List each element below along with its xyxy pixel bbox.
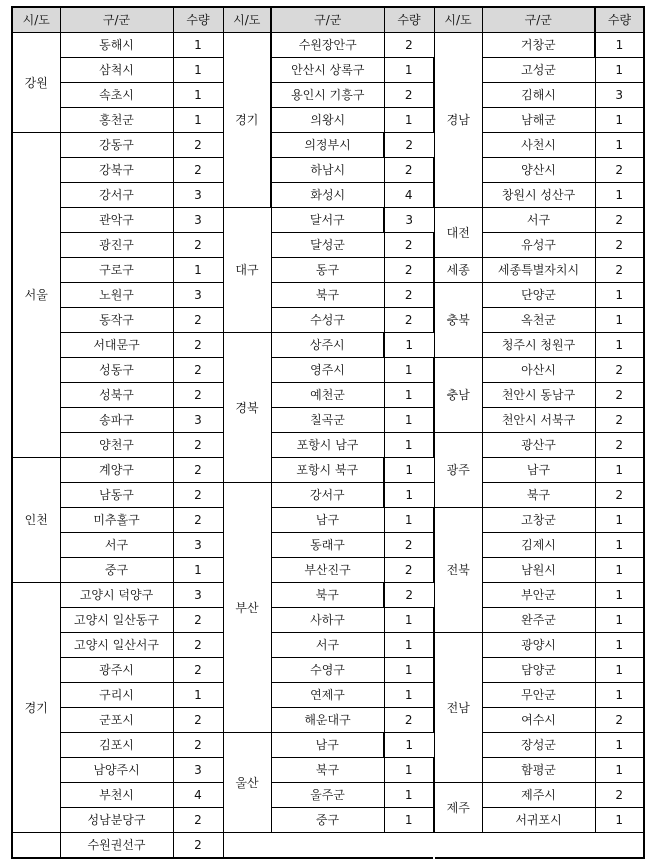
table-row: [12, 183, 644, 208]
gugun-cell: 북구: [271, 758, 384, 783]
qty-cell: 2: [595, 383, 644, 408]
qty-cell: 2: [173, 358, 223, 383]
gugun-cell: 성남분당구: [60, 808, 173, 833]
qty-cell: 2: [595, 358, 644, 383]
qty-cell: 1: [173, 108, 223, 133]
qty-cell: 2: [173, 433, 223, 458]
gugun-cell: 유성구: [482, 233, 595, 258]
gugun-cell: 칠곡군: [271, 408, 384, 433]
qty-cell: 1: [595, 758, 644, 783]
header-row: [12, 7, 644, 33]
table-row: [12, 208, 644, 233]
gugun-cell: 수영구: [271, 658, 384, 683]
gugun-cell: 관악구: [60, 208, 173, 233]
sido-cell: 경기: [12, 583, 60, 833]
qty-cell: 2: [173, 508, 223, 533]
gugun-cell: 제주시: [482, 783, 595, 808]
table-row: [12, 833, 644, 859]
gugun-cell: 동해시: [60, 33, 173, 58]
table-body: [12, 33, 644, 859]
gugun-cell: 남원시: [482, 558, 595, 583]
qty-cell: 3: [173, 283, 223, 308]
sido-cell: 경남: [434, 33, 482, 208]
gugun-cell: 북구: [271, 583, 384, 608]
header-gugun: 구/군: [271, 7, 384, 33]
qty-cell: 2: [595, 158, 644, 183]
qty-cell: 2: [173, 708, 223, 733]
sido-cell: 제주: [434, 783, 482, 833]
table-row: [12, 158, 644, 183]
gugun-cell: 서귀포시: [482, 808, 595, 833]
sido-cell: 서울: [12, 133, 60, 458]
qty-cell: 1: [173, 258, 223, 283]
qty-cell: 2: [384, 558, 434, 583]
gugun-cell: 삼척시: [60, 58, 173, 83]
gugun-cell: 수성구: [271, 308, 384, 333]
gugun-cell: 부안군: [482, 583, 595, 608]
qty-cell: 1: [384, 433, 434, 458]
sido-cell: 광주: [434, 433, 482, 508]
qty-cell: 3: [173, 758, 223, 783]
gugun-cell: 동래구: [271, 533, 384, 558]
table-row: [12, 258, 644, 283]
gugun-cell: 성북구: [60, 383, 173, 408]
gugun-cell: 광양시: [482, 633, 595, 658]
gugun-cell: 김포시: [60, 733, 173, 758]
gugun-cell: 무안군: [482, 683, 595, 708]
qty-cell: 2: [173, 158, 223, 183]
qty-cell: 2: [595, 208, 644, 233]
qty-cell: 2: [173, 808, 223, 833]
gugun-cell: 창원시 성산구: [482, 183, 595, 208]
gugun-cell: 부산진구: [271, 558, 384, 583]
sido-cell: 충북: [434, 283, 482, 358]
qty-cell: 1: [595, 333, 644, 358]
qty-cell: 2: [384, 233, 434, 258]
gugun-cell: 양산시: [482, 158, 595, 183]
gugun-cell: 함평군: [482, 758, 595, 783]
gugun-cell: 남동구: [60, 483, 173, 508]
gugun-cell: 화성시: [271, 183, 384, 208]
qty-cell: 2: [595, 708, 644, 733]
sido-cell: 경북: [223, 333, 271, 483]
gugun-cell: 달서구: [271, 208, 384, 233]
qty-cell: 1: [173, 58, 223, 83]
qty-cell: 1: [595, 533, 644, 558]
gugun-cell: 단양군: [482, 283, 595, 308]
gugun-cell: 중구: [60, 558, 173, 583]
sido-cell: 인천: [12, 458, 60, 583]
qty-cell: 2: [173, 658, 223, 683]
gugun-cell: 부천시: [60, 783, 173, 808]
table-row: [12, 308, 644, 333]
gugun-cell: 강서구: [271, 483, 384, 508]
qty-cell: 2: [384, 533, 434, 558]
gugun-cell: 사하구: [271, 608, 384, 633]
qty-cell: 1: [595, 583, 644, 608]
gugun-cell: 사천시: [482, 133, 595, 158]
qty-cell: 1: [595, 108, 644, 133]
gugun-cell: 군포시: [60, 708, 173, 733]
qty-cell: 2: [173, 833, 223, 859]
qty-cell: 1: [384, 358, 434, 383]
gugun-cell: 울주군: [271, 783, 384, 808]
gugun-cell: 남구: [271, 508, 384, 533]
qty-cell: 2: [595, 233, 644, 258]
qty-cell: 1: [595, 508, 644, 533]
table-row: [12, 333, 644, 358]
gugun-cell: 고양시 일산서구: [60, 633, 173, 658]
gugun-cell: 고성군: [482, 58, 595, 83]
table-row: [12, 583, 644, 608]
qty-cell: 1: [384, 658, 434, 683]
qty-cell: 1: [384, 458, 434, 483]
qty-cell: 1: [595, 458, 644, 483]
qty-cell: 1: [384, 733, 434, 758]
gugun-cell: 달성군: [271, 233, 384, 258]
qty-cell: 1: [384, 408, 434, 433]
qty-cell: 2: [384, 283, 434, 308]
gugun-cell: 남구: [271, 733, 384, 758]
qty-cell: 2: [384, 258, 434, 283]
gugun-cell: 세종특별자치시: [482, 258, 595, 283]
header-gugun: 구/군: [60, 7, 173, 33]
qty-cell: 4: [384, 183, 434, 208]
gugun-cell: 남구: [482, 458, 595, 483]
table-row: [12, 133, 644, 158]
table-row: [12, 358, 644, 383]
header-sido: 시/도: [12, 7, 60, 33]
qty-cell: 2: [173, 383, 223, 408]
qty-cell: 2: [384, 308, 434, 333]
gugun-cell: 속초시: [60, 83, 173, 108]
header-gugun: 구/군: [482, 7, 595, 33]
qty-cell: 1: [595, 133, 644, 158]
gugun-cell: 양천구: [60, 433, 173, 458]
gugun-cell: 여수시: [482, 708, 595, 733]
gugun-cell: 연제구: [271, 683, 384, 708]
table-row: [12, 683, 644, 708]
table-row: [12, 433, 644, 458]
sido-cell: [12, 833, 60, 859]
qty-cell: 4: [173, 783, 223, 808]
header-sido: 시/도: [434, 7, 482, 33]
qty-cell: 2: [173, 233, 223, 258]
sido-cell: 강원: [12, 33, 60, 133]
qty-cell: 1: [384, 58, 434, 83]
qty-cell: 2: [384, 133, 434, 158]
sido-cell: 부산: [223, 483, 271, 733]
gugun-cell: 서대문구: [60, 333, 173, 358]
qty-cell: 1: [595, 633, 644, 658]
header-sido: 시/도: [223, 7, 271, 33]
gugun-cell: 의왕시: [271, 108, 384, 133]
gugun-cell: 아산시: [482, 358, 595, 383]
qty-cell: 1: [595, 683, 644, 708]
qty-cell: 2: [173, 308, 223, 333]
table-row: [12, 708, 644, 733]
qty-cell: 3: [595, 83, 644, 108]
qty-cell: 2: [384, 158, 434, 183]
gugun-cell: 중구: [271, 808, 384, 833]
table-row: [12, 483, 644, 508]
qty-cell: 1: [384, 333, 434, 358]
header-qty: 수량: [173, 7, 223, 33]
gugun-cell: 포항시 북구: [271, 458, 384, 483]
qty-cell: 2: [173, 733, 223, 758]
qty-cell: 1: [173, 83, 223, 108]
sido-cell: 세종: [434, 258, 482, 283]
gugun-cell: 강북구: [60, 158, 173, 183]
qty-cell: 1: [595, 658, 644, 683]
qty-cell: 3: [384, 208, 434, 233]
table-row: [12, 233, 644, 258]
qty-cell: 1: [384, 383, 434, 408]
gugun-cell: 상주시: [271, 333, 384, 358]
qty-cell: 1: [173, 558, 223, 583]
qty-cell: 3: [173, 533, 223, 558]
gugun-cell: 옥천군: [482, 308, 595, 333]
sido-cell: 대구: [223, 208, 271, 333]
sido-cell: 전북: [434, 508, 482, 633]
gugun-cell: 하남시: [271, 158, 384, 183]
qty-cell: 2: [384, 583, 434, 608]
gugun-cell: 미추홀구: [60, 508, 173, 533]
qty-cell: 3: [173, 408, 223, 433]
gugun-cell: 구로구: [60, 258, 173, 283]
gugun-cell: 포항시 남구: [271, 433, 384, 458]
gugun-cell: 고양시 일산동구: [60, 608, 173, 633]
qty-cell: 1: [595, 808, 644, 833]
qty-cell: 2: [384, 33, 434, 58]
gugun-cell: 광산구: [482, 433, 595, 458]
gugun-cell: 수원권선구: [60, 833, 173, 859]
gugun-cell: 의정부시: [271, 133, 384, 158]
gugun-cell: 용인시 기흥구: [271, 83, 384, 108]
empty-cell: [223, 833, 434, 859]
table-row: [12, 808, 644, 833]
gugun-cell: 성동구: [60, 358, 173, 383]
qty-cell: 1: [384, 633, 434, 658]
table-row: [12, 283, 644, 308]
table-row: [12, 558, 644, 583]
qty-cell: 2: [595, 433, 644, 458]
qty-cell: 2: [173, 633, 223, 658]
header-qty: 수량: [595, 7, 644, 33]
qty-cell: 2: [595, 408, 644, 433]
gugun-cell: 노원구: [60, 283, 173, 308]
qty-cell: 1: [384, 783, 434, 808]
qty-cell: 1: [595, 608, 644, 633]
gugun-cell: 서구: [482, 208, 595, 233]
qty-cell: 1: [595, 183, 644, 208]
table-row: [12, 383, 644, 408]
sido-cell: 울산: [223, 733, 271, 833]
empty-cell: [434, 833, 644, 859]
gugun-cell: 남양주시: [60, 758, 173, 783]
table-row: [12, 533, 644, 558]
qty-cell: 1: [384, 608, 434, 633]
gugun-cell: 북구: [482, 483, 595, 508]
gugun-cell: 서구: [60, 533, 173, 558]
gugun-cell: 북구: [271, 283, 384, 308]
table-row: [12, 33, 644, 58]
qty-cell: 1: [595, 733, 644, 758]
gugun-cell: 남해군: [482, 108, 595, 133]
qty-cell: 1: [173, 683, 223, 708]
qty-cell: 1: [173, 33, 223, 58]
qty-cell: 1: [384, 483, 434, 508]
qty-cell: 1: [384, 508, 434, 533]
gugun-cell: 광주시: [60, 658, 173, 683]
qty-cell: 3: [173, 583, 223, 608]
table-row: [12, 783, 644, 808]
gugun-cell: 강동구: [60, 133, 173, 158]
gugun-cell: 천안시 동남구: [482, 383, 595, 408]
qty-cell: 2: [595, 783, 644, 808]
table-row: [12, 108, 644, 133]
table-row: [12, 508, 644, 533]
qty-cell: 2: [173, 608, 223, 633]
gugun-cell: 영주시: [271, 358, 384, 383]
gugun-cell: 완주군: [482, 608, 595, 633]
gugun-cell: 광진구: [60, 233, 173, 258]
gugun-cell: 동구: [271, 258, 384, 283]
qty-cell: 1: [595, 283, 644, 308]
gugun-cell: 서구: [271, 633, 384, 658]
qty-cell: 1: [595, 58, 644, 83]
qty-cell: 2: [173, 333, 223, 358]
gugun-cell: 김제시: [482, 533, 595, 558]
gugun-cell: 담양군: [482, 658, 595, 683]
table-row: [12, 608, 644, 633]
header-qty: 수량: [384, 7, 434, 33]
sido-cell: 전남: [434, 633, 482, 783]
sido-cell: 대전: [434, 208, 482, 258]
table-row: [12, 408, 644, 433]
gugun-cell: 안산시 상록구: [271, 58, 384, 83]
gugun-cell: 김해시: [482, 83, 595, 108]
gugun-cell: 천안시 서북구: [482, 408, 595, 433]
table-row: [12, 458, 644, 483]
gugun-cell: 계양구: [60, 458, 173, 483]
gugun-cell: 장성군: [482, 733, 595, 758]
gugun-cell: 동작구: [60, 308, 173, 333]
qty-cell: 2: [173, 483, 223, 508]
qty-cell: 3: [173, 183, 223, 208]
qty-cell: 1: [595, 33, 644, 58]
qty-cell: 1: [384, 108, 434, 133]
gugun-cell: 청주시 청원구: [482, 333, 595, 358]
table-row: [12, 58, 644, 83]
gugun-cell: 홍천군: [60, 108, 173, 133]
qty-cell: 2: [173, 133, 223, 158]
qty-cell: 2: [595, 258, 644, 283]
gugun-cell: 송파구: [60, 408, 173, 433]
gugun-cell: 예천군: [271, 383, 384, 408]
qty-cell: 1: [384, 808, 434, 833]
gugun-cell: 강서구: [60, 183, 173, 208]
table-row: [12, 758, 644, 783]
qty-cell: 2: [384, 708, 434, 733]
qty-cell: 2: [384, 83, 434, 108]
table-row: [12, 658, 644, 683]
qty-cell: 1: [595, 308, 644, 333]
gugun-cell: 고창군: [482, 508, 595, 533]
gugun-cell: 구리시: [60, 683, 173, 708]
region-quantity-table: [11, 6, 645, 859]
table-row: [12, 733, 644, 758]
gugun-cell: 수원장안구: [271, 33, 384, 58]
table-row: [12, 633, 644, 658]
sido-cell: 경기: [223, 33, 271, 208]
qty-cell: 1: [595, 558, 644, 583]
qty-cell: 2: [173, 458, 223, 483]
sido-cell: 충남: [434, 358, 482, 433]
qty-cell: 1: [384, 758, 434, 783]
table-row: [12, 83, 644, 108]
qty-cell: 2: [595, 483, 644, 508]
qty-cell: 3: [173, 208, 223, 233]
qty-cell: 1: [384, 683, 434, 708]
gugun-cell: 거창군: [482, 33, 595, 58]
gugun-cell: 고양시 덕양구: [60, 583, 173, 608]
gugun-cell: 해운대구: [271, 708, 384, 733]
